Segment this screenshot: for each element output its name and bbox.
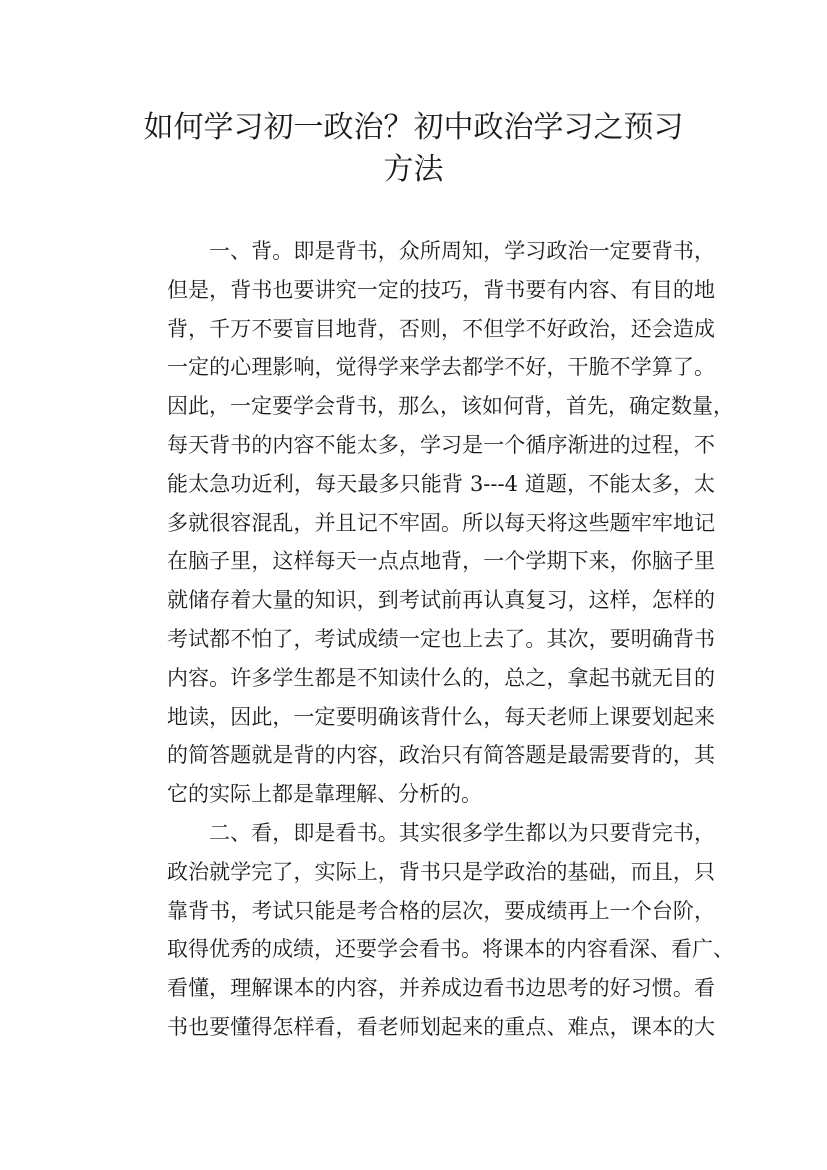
paragraph-line: 每天背书的内容不能太多，学习是一个循序渐进的过程，不 (167, 432, 715, 457)
paragraph-line: 就储存着大量的知识，到考试前再认真复习，这样，怎样的 (167, 588, 715, 613)
paragraph-line: 靠背书，考试只能是考合格的层次，要成绩再上一个台阶， (167, 898, 715, 923)
paragraph-line: 背，千万不要盲目地背，否则，不但学不好政治，还会造成 (167, 316, 715, 341)
paragraph-line: 但是，背书也要讲究一定的技巧，背书要有内容、有目的地 (167, 277, 715, 302)
document-body (125, 232, 734, 1047)
paragraph-line: 的简答题就是背的内容，政治只有简答题是最需要背的，其 (167, 743, 715, 768)
document-title-line-1: 如何学习初一政治？初中政治学习之预习 (143, 110, 684, 145)
paragraph-line: 取得优秀的成绩，还要学会看书。将课本的内容看深、看广、 (167, 937, 734, 962)
paragraph-2 (125, 814, 734, 1047)
paragraph-line: 二、看，即是看书。其实很多学生都以为只要背完书， (209, 820, 715, 845)
paragraph-line: 一、背。即是背书，众所周知，学习政治一定要背书， (209, 239, 715, 263)
paragraph-line: 多就很容混乱，并且记不牢固。所以每天将这些题牢牢地记 (167, 510, 715, 535)
paragraph-line: 它的实际上都是靠理解、分析的。 (167, 782, 482, 807)
paragraph-line: 因此，一定要学会背书，那么，该如何背，首先，确定数量， (167, 394, 734, 419)
paragraph-line: 考试都不怕了，考试成绩一定也上去了。其次，要明确背书 (167, 626, 715, 651)
paragraph-line: 内容。许多学生都是不知读什么的，总之，拿起书就无目的 (167, 665, 715, 690)
paragraph-line: 一定的心理影响，觉得学来学去都学不好，干脆不学算了。 (167, 355, 715, 380)
paragraph-line: 政治就学完了，实际上，背书只是学政治的基础，而且，只 (167, 859, 715, 884)
paragraph-line: 书也要懂得怎样看，看老师划起来的重点、难点，课本的大 (167, 1014, 715, 1039)
paragraph-line: 看懂，理解课本的内容，并养成边看书边思考的好习惯。看 (167, 976, 715, 1001)
paragraph-line: 地读，因此，一定要明确该背什么，每天老师上课要划起来 (167, 704, 715, 729)
paragraph-line: 在脑子里，这样每天一点点地背，一个学期下来，你脑子里 (167, 549, 715, 574)
paragraph-1 (125, 232, 734, 814)
document-title-line-2: 方法 (383, 152, 444, 187)
paragraph-line: 能太急功近利，每天最多只能背 3---4 道题，不能太多，太 (167, 471, 715, 496)
